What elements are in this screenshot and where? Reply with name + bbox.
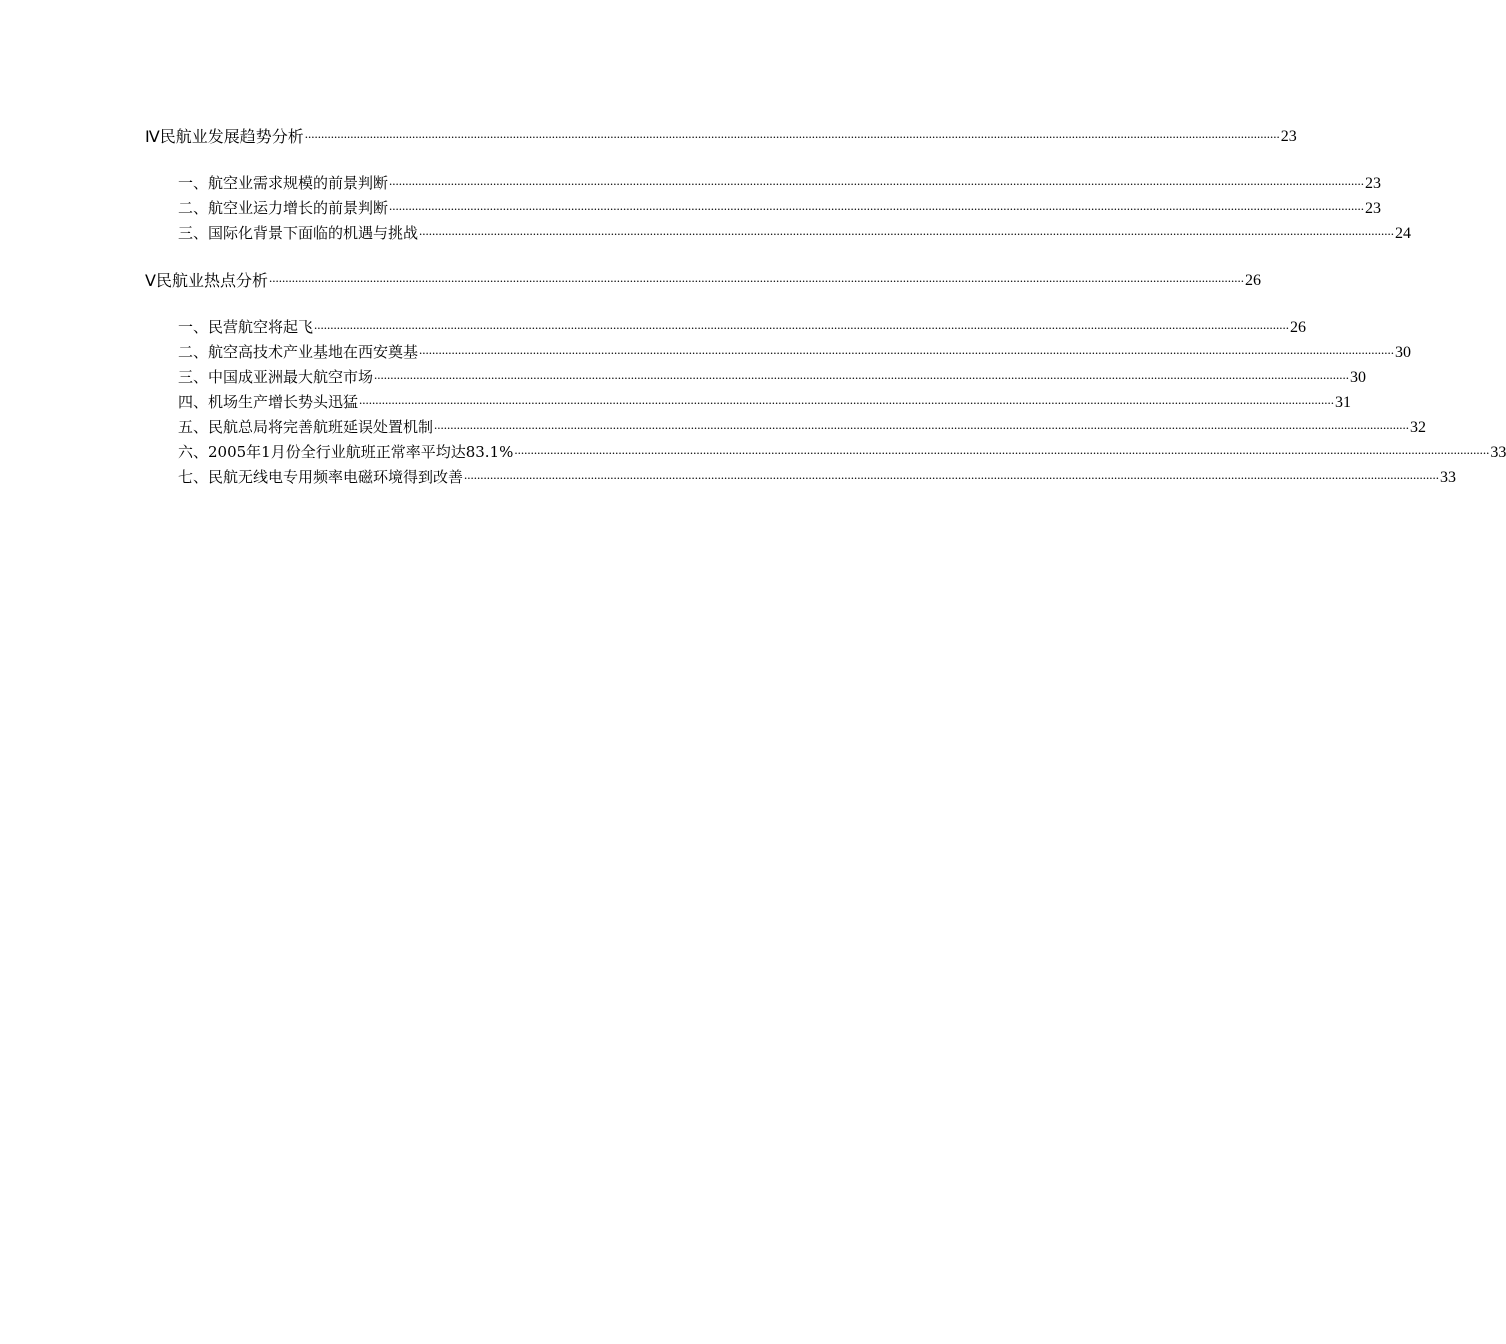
toc-entry[interactable] <box>145 196 1382 221</box>
toc-leader-dots: ............................................................................................................................................................................................................................................................................................................ <box>464 467 1440 482</box>
toc-entry[interactable] <box>145 171 1382 196</box>
toc-leader-dots: ............................................................................................................................................................................................................................................................................................................ <box>268 270 1244 285</box>
toc-page-number: 23 <box>1365 200 1382 217</box>
toc-entry-title: 二、航空业运力增长的前景判断 <box>178 199 389 217</box>
toc-page-number: 23 <box>1365 175 1382 192</box>
toc-entry-title: 三、中国成亚洲最大航空市场 <box>178 368 374 386</box>
toc-page-number: 31 <box>1335 394 1352 411</box>
table-of-contents <box>145 124 1506 490</box>
toc-page-number: 24 <box>1395 225 1412 242</box>
toc-leader-dots: ............................................................................................................................................................................................................................................................................................................ <box>389 198 1365 213</box>
toc-entry-title: 二、航空高技术产业基地在西安奠基 <box>178 343 419 361</box>
toc-section-title: Ⅴ民航业热点分析 <box>145 271 268 290</box>
toc-leader-dots: ............................................................................................................................................................................................................................................................................................................ <box>514 442 1490 457</box>
toc-entry-title: 六、2005年1月份全行业航班正常率平均达83.1% <box>178 443 514 461</box>
toc-entry-title: 一、民营航空将起飞 <box>178 318 314 336</box>
toc-entry[interactable] <box>145 440 1506 465</box>
toc-leader-dots: ............................................................................................................................................................................................................................................................................................................ <box>359 392 1335 407</box>
toc-leader-dots: ............................................................................................................................................................................................................................................................................................................ <box>389 173 1365 188</box>
toc-leader-dots: ............................................................................................................................................................................................................................................................................................................ <box>419 223 1395 238</box>
toc-section-title: Ⅳ民航业发展趋势分析 <box>145 127 304 146</box>
toc-entry-title: 三、国际化背景下面临的机遇与挑战 <box>178 224 419 242</box>
toc-page-number: 32 <box>1410 419 1427 436</box>
toc-entry-title: 一、航空业需求规模的前景判断 <box>178 174 389 192</box>
toc-section-4[interactable] <box>145 124 1297 149</box>
toc-entry[interactable] <box>145 365 1367 390</box>
toc-entry-title: 七、民航无线电专用频率电磁环境得到改善 <box>178 468 464 486</box>
toc-page-number: 30 <box>1350 369 1367 386</box>
toc-page-number: 30 <box>1395 344 1412 361</box>
toc-leader-dots: ............................................................................................................................................................................................................................................................................................................ <box>419 342 1395 357</box>
toc-entry-title: 四、机场生产增长势头迅猛 <box>178 393 359 411</box>
toc-leader-dots: ............................................................................................................................................................................................................................................................................................................ <box>314 317 1290 332</box>
toc-leader-dots: ............................................................................................................................................................................................................................................................................................................ <box>374 367 1350 382</box>
toc-entry[interactable] <box>145 221 1412 246</box>
toc-page-number: 26 <box>1244 272 1261 289</box>
toc-leader-dots: ............................................................................................................................................................................................................................................................................................................ <box>304 126 1280 141</box>
toc-entry[interactable] <box>145 415 1427 440</box>
toc-page-number: 33 <box>1440 469 1457 486</box>
toc-page-number: 23 <box>1280 128 1297 145</box>
toc-entry[interactable] <box>145 315 1307 340</box>
toc-entry-title: 五、民航总局将完善航班延误处置机制 <box>178 418 434 436</box>
toc-entry[interactable] <box>145 465 1457 490</box>
toc-page-number: 26 <box>1290 319 1307 336</box>
toc-leader-dots: ............................................................................................................................................................................................................................................................................................................ <box>434 417 1410 432</box>
toc-entry[interactable] <box>145 340 1412 365</box>
toc-section-5[interactable] <box>145 268 1261 293</box>
toc-entry[interactable] <box>145 390 1352 415</box>
toc-page-number: 33 <box>1490 444 1506 461</box>
